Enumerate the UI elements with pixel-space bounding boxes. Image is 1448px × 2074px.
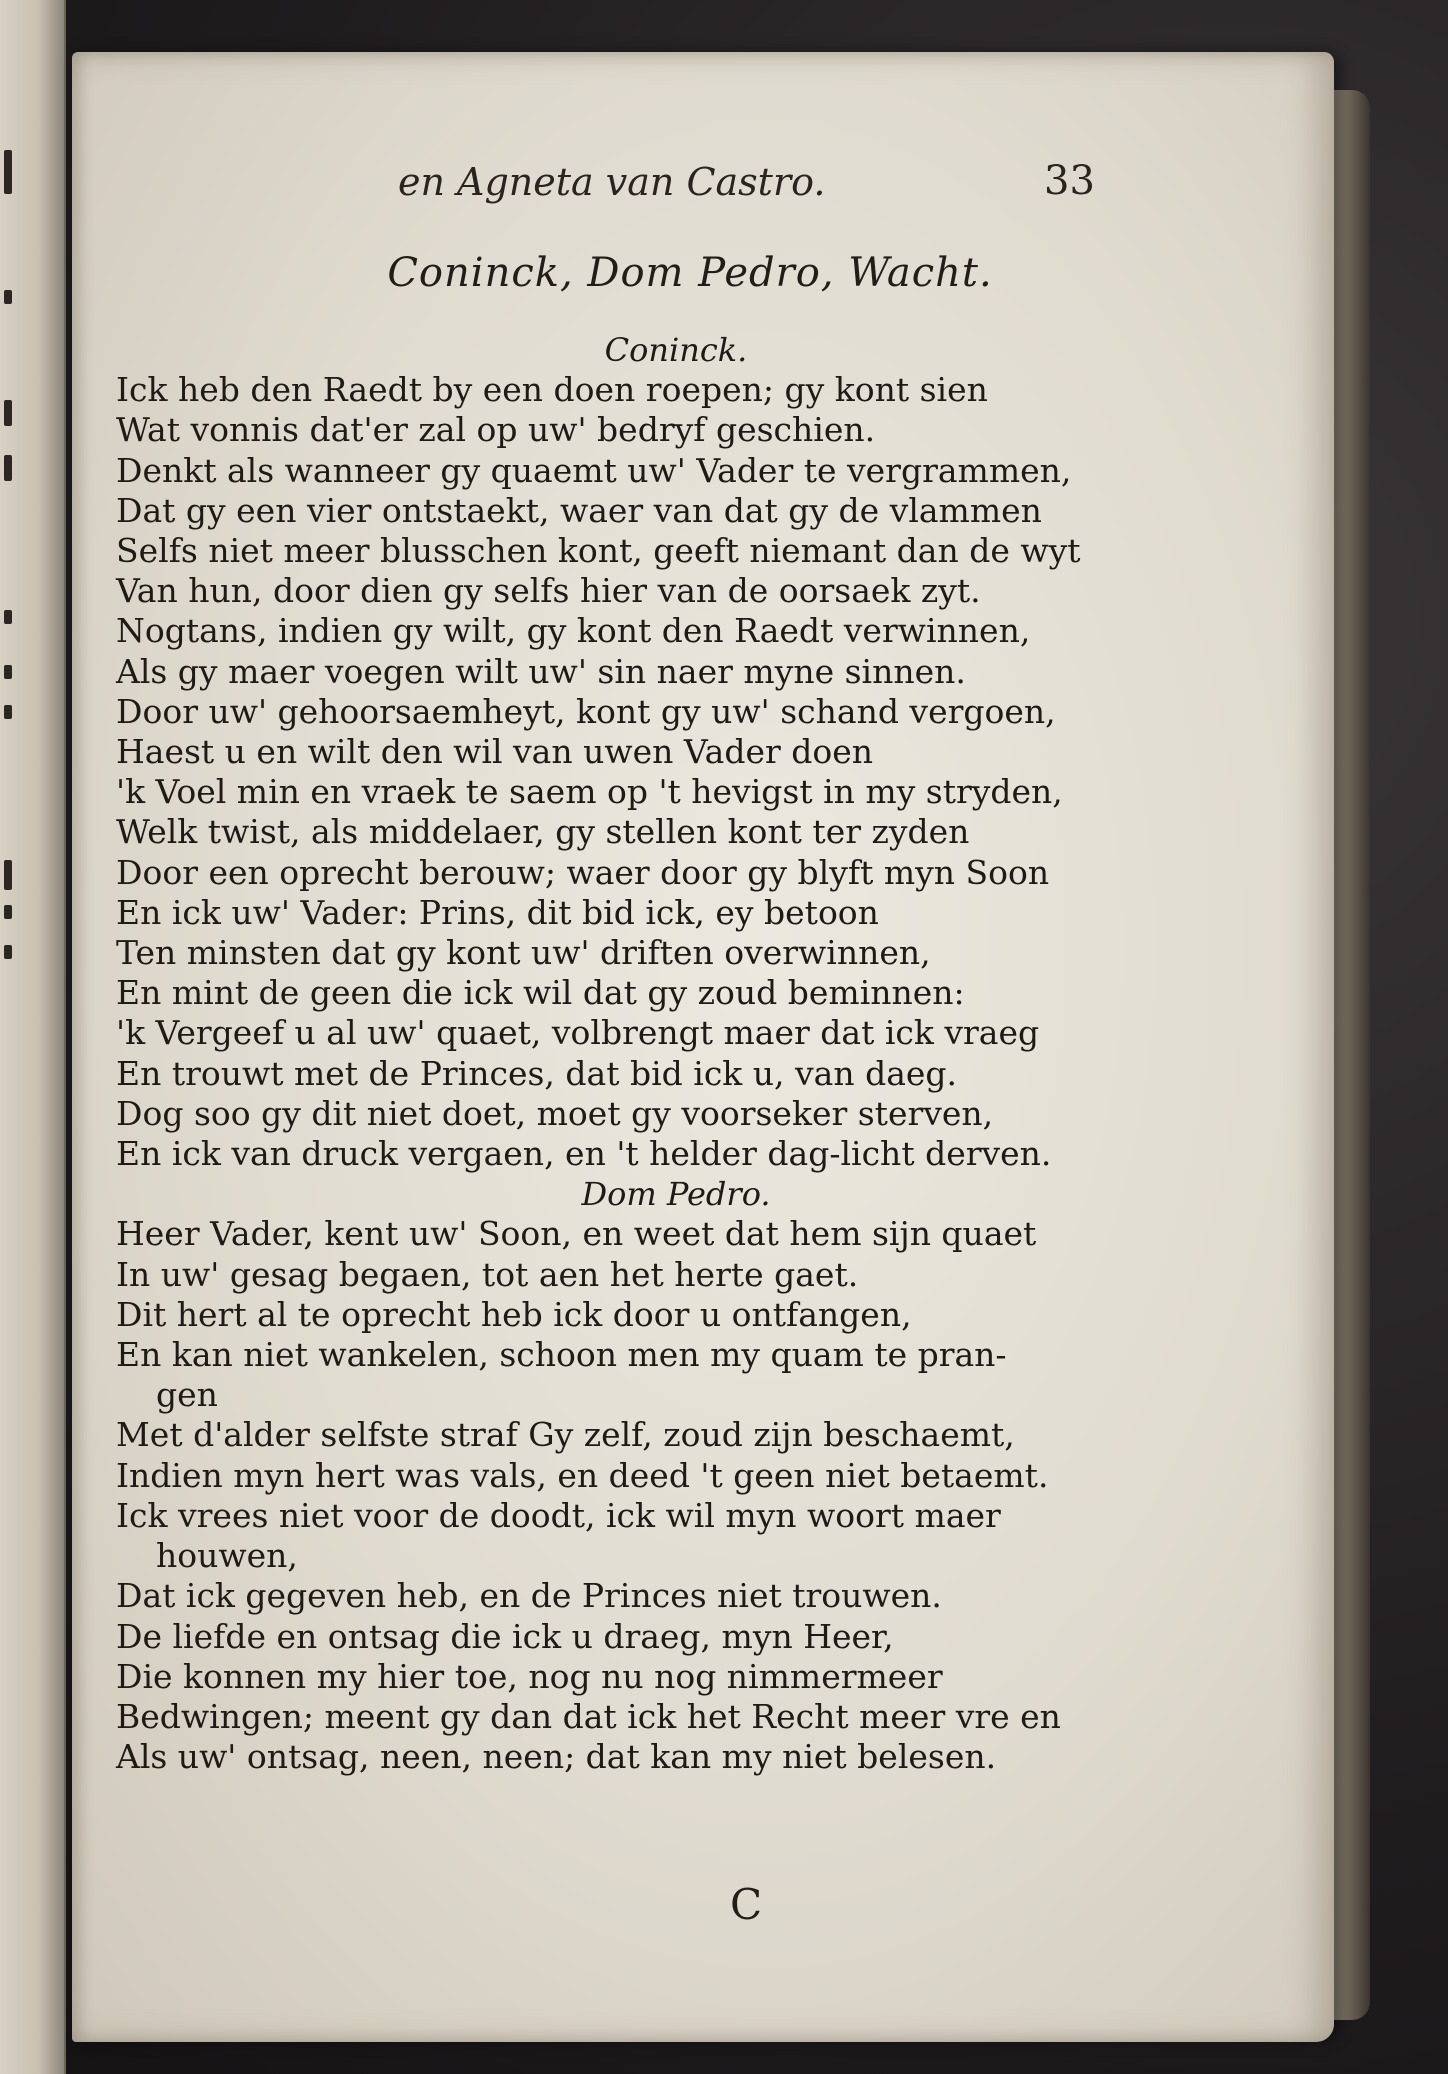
verse-line: En ick uw' Vader: Prins, dit bid ick, ey betoon [116, 892, 879, 932]
verse-line: Indien myn hert was vals, en deed 't geen niet betaemt. [116, 1455, 1049, 1495]
verse-line: Nogtans, indien gy wilt, gy kont den Raedt verwinnen, [116, 611, 1031, 651]
verse-line-continuation: gen [156, 1375, 218, 1415]
verse-line: Dat ick gegeven heb, en de Princes niet trouwen. [116, 1576, 942, 1616]
verse-line: Wat vonnis dat'er zal op uw' bedryf geschien. [116, 410, 876, 450]
facing-page-mark [4, 400, 12, 426]
verse-line: En ick van druck vergaen, en 't helder dag-licht derven. [116, 1134, 1052, 1174]
verse-line: Dog soo gy dit niet doet, moet gy voorseker sterven, [116, 1093, 994, 1133]
facing-page-mark [4, 705, 12, 719]
verse-line: Met d'alder selfste straf Gy zelf, zoud zijn beschaemt, [116, 1415, 1015, 1455]
verse-line: In uw' gesag begaen, tot aen het herte gaet. [116, 1254, 859, 1294]
verse-line: Welk twist, als middelaer, gy stellen kont ter zyden [116, 812, 970, 852]
facing-page-mark [4, 290, 12, 304]
verse-line: Door uw' gehoorsaemheyt, kont gy uw' schand vergoen, [116, 691, 1056, 731]
speaker-name: Coninck. [604, 331, 748, 369]
facing-page-mark [4, 665, 12, 679]
verse-line: Door een oprecht berouw; waer door gy blyft myn Soon [116, 852, 1050, 892]
running-header [398, 160, 1098, 220]
verse-line: Heer Vader, kent uw' Soon, en weet dat hem sijn quaet [116, 1214, 1037, 1254]
scene-heading: Coninck, Dom Pedro, Wacht. [387, 250, 993, 296]
dialogue-text [116, 330, 1116, 1777]
facing-page-mark [4, 860, 12, 890]
verse-line: 'k Vergeef u al uw' quaet, volbrengt maer dat ick vraeg [116, 1013, 1040, 1053]
facing-page-mark [4, 945, 12, 959]
page-number: 33 [1044, 158, 1095, 204]
running-title: en Agneta van Castro. [398, 160, 826, 204]
verse-line: Bedwingen; meent gy dan dat ick het Recht meer vre en [116, 1696, 1061, 1736]
verse-line: Als gy maer voegen wilt uw' sin naer myne sinnen. [116, 651, 966, 691]
verse-line: 'k Voel min en vraek te saem op 't hevigst in my stryden, [116, 772, 1063, 812]
verse-line: Als uw' ontsag, neen, neen; dat kan my niet belesen. [116, 1737, 997, 1777]
verse-line: Ick heb den Raedt by een doen roepen; gy kont sien [116, 370, 988, 410]
verse-line-continuation: houwen, [156, 1536, 298, 1576]
verse-line: Ick vrees niet voor de doodt, ick wil myn woort maer [116, 1495, 1001, 1535]
verse-line: Die konnen my hier toe, nog nu nog nimmermeer [116, 1656, 943, 1696]
verse-line: En trouwt met de Princes, dat bid ick u, van daeg. [116, 1053, 958, 1093]
facing-page-mark [4, 455, 12, 481]
verse-line: En kan niet wankelen, schoon men my quam te pran- [116, 1335, 1007, 1375]
verse-line: Haest u en wilt den wil van uwen Vader doen [116, 732, 874, 772]
verse-line: Ten minsten dat gy kont uw' driften overwinnen, [116, 933, 931, 973]
verse-line: Dit hert al te oprecht heb ick door u ontfangen, [116, 1294, 912, 1334]
verse-line: Selfs niet meer blusschen kont, geeft niemant dan de wyt [116, 531, 1081, 571]
verse-line: Denkt als wanneer gy quaemt uw' Vader te vergrammen, [116, 450, 1072, 490]
speaker-name: Dom Pedro. [581, 1175, 771, 1214]
verse-line: En mint de geen die ick wil dat gy zoud beminnen: [116, 973, 965, 1013]
facing-page-marks [0, 0, 64, 2074]
verse-line: Dat gy een vier ontstaekt, waer van dat gy de vlammen [116, 490, 1042, 530]
facing-page-mark [4, 150, 12, 194]
verse-line: Van hun, door dien gy selfs hier van de oorsaek zyt. [116, 571, 981, 611]
page-thickness-edge [1330, 90, 1370, 2020]
facing-page-mark [4, 610, 12, 624]
signature-mark: C [730, 1880, 763, 1929]
facing-page-mark [4, 905, 12, 919]
verse-line: De liefde en ontsag die ick u draeg, myn Heer, [116, 1616, 894, 1656]
